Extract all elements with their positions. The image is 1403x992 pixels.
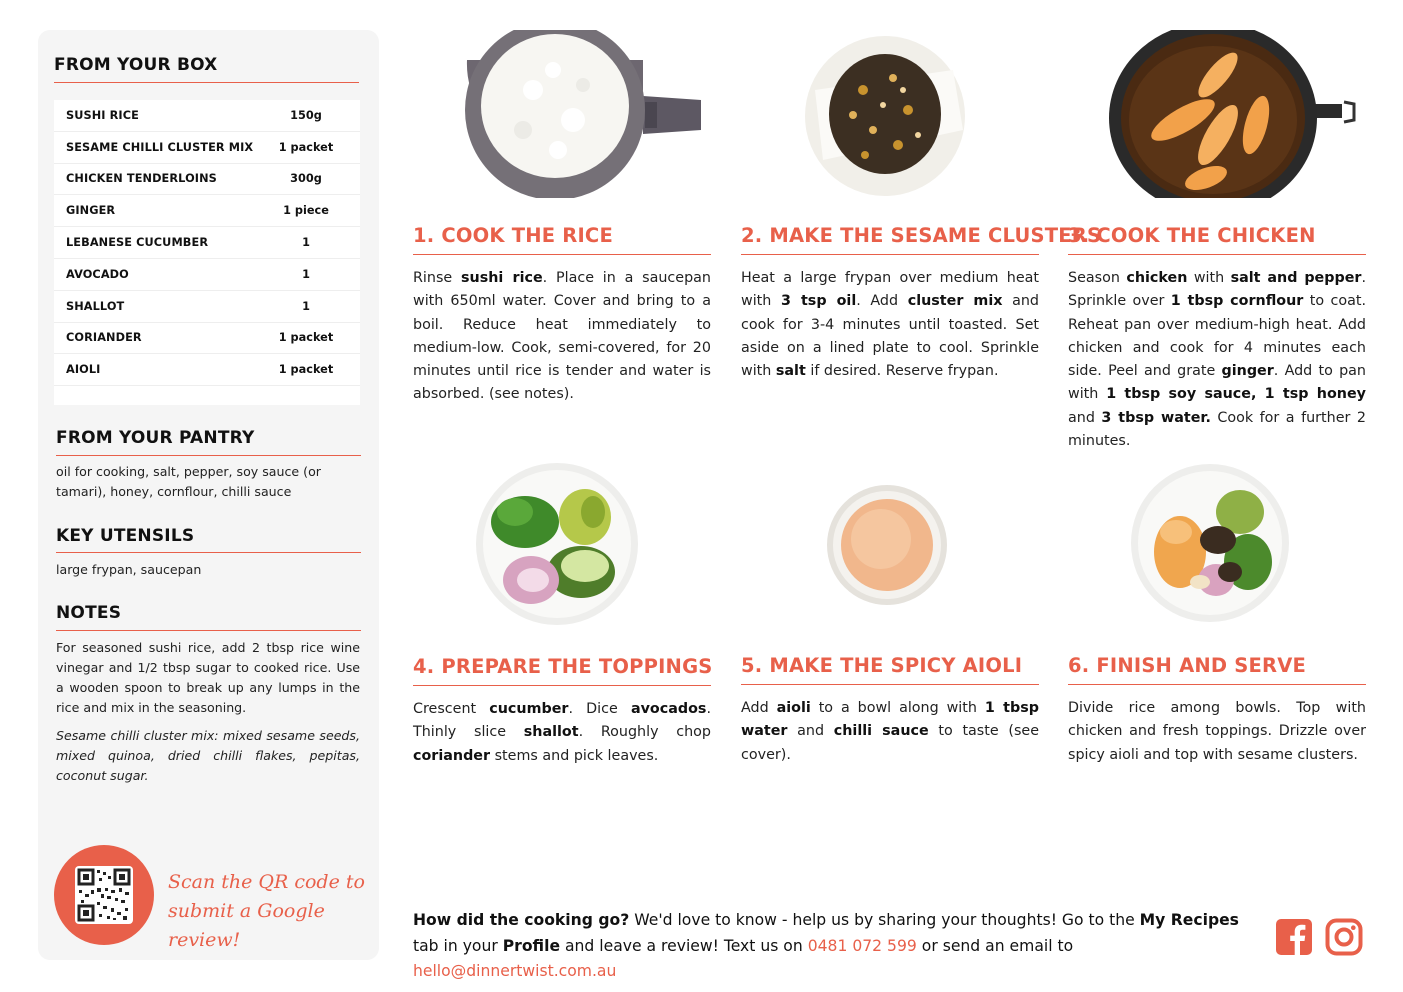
pantry-rule (56, 455, 361, 456)
ingredient-qty: 1 (302, 236, 310, 250)
step-2-rule (741, 254, 1039, 255)
step-5-text-0: Add (741, 700, 777, 716)
footer-text-4: Profile (502, 936, 561, 955)
step-2-text-2: . Add (856, 293, 908, 310)
step-5-text-1: aioli (776, 700, 811, 716)
ingredient-row (54, 132, 360, 164)
step-5-text-3: 1 tbsp water (741, 700, 1039, 740)
footer-text-1: We'd love to know - help us by sharing your thoughts! Go to the (629, 911, 1140, 929)
step-2-text-4: and cook for 3-4 minutes until toasted. Set aside on a lined plate to cool. Sprinkle with (741, 293, 1039, 380)
step-3-body (1068, 267, 1366, 453)
facebook-icon[interactable] (1275, 918, 1313, 956)
footer-text-5: and leave a review! Text us on (560, 936, 808, 955)
step-2-text-6: if desired. Reserve frypan. (805, 363, 999, 380)
pantry-heading: FROM YOUR PANTRY (56, 428, 255, 448)
step-1-title: 1. COOK THE RICE (413, 224, 613, 247)
step-4-text-0: Crescent (413, 701, 490, 717)
utensils-rule (56, 552, 361, 553)
ingredient-row (54, 164, 360, 196)
step-4-text-5: shallot (523, 724, 579, 741)
step-5-text-5: chilli sauce (833, 723, 929, 740)
rice-saucepan-image (463, 30, 703, 198)
sesame-clusters-image (803, 30, 967, 198)
step-2-text-3: cluster mix (907, 293, 1003, 310)
ingredient-row (54, 291, 360, 323)
notes-text: For seasoned sushi rice, add 2 tbsp rice wine vinegar and 1/2 tbsp sugar to cooked rice. Use a wooden spoon to break up any lumps in the rice and mix in the seasoning. (56, 640, 360, 715)
step-4-text-1: cucumber (489, 701, 569, 717)
step-3-text-1: chicken (1126, 270, 1188, 286)
ingredient-name: AIOLI (66, 363, 101, 377)
box-heading: FROM YOUR BOX (54, 55, 218, 75)
ingredient-name: SUSHI RICE (66, 108, 139, 122)
step-2-text-1: 3 tsp oil (780, 293, 857, 310)
step-2-title: 2. MAKE THE SESAME CLUSTERS (741, 224, 1102, 247)
step-3-rule (1068, 254, 1366, 255)
ingredient-qty: 150g (290, 108, 322, 122)
footer-text-6[interactable]: 0481 072 599 (807, 936, 917, 955)
step-1-rule (413, 254, 711, 255)
ingredient-qty: 1 (302, 267, 310, 281)
step-3-text-9: 1 tbsp soy sauce, 1 tsp honey (1106, 386, 1366, 403)
ingredient-qty: 1 packet (278, 331, 334, 345)
ingredient-row (54, 354, 360, 386)
ingredient-qty: 1 packet (278, 140, 334, 154)
pantry-text: oil for cooking, salt, pepper, soy sauce (or tamari), honey, cornflour, chilli sauce (56, 464, 321, 499)
ingredient-qty: 1 piece (283, 204, 329, 218)
step-4-rule (413, 685, 711, 686)
ingredient-qty: 1 (302, 299, 310, 313)
step-4-text-3: avocados (630, 701, 707, 717)
ingredient-name: SESAME CHILLI CLUSTER MIX (66, 140, 254, 154)
step-3-text-5: 1 tbsp cornflour (1170, 293, 1304, 310)
ingredient-row (54, 100, 360, 132)
step-5-title: 5. MAKE THE SPICY AIOLI (741, 654, 1023, 677)
notes-rule (56, 630, 361, 631)
step-3-text-2: with (1187, 270, 1231, 286)
step-1-text-1: sushi rice (461, 270, 543, 286)
footer-text-2: My Recipes (1139, 911, 1239, 929)
qr-caption-line-1: Scan the QR code to (168, 871, 365, 893)
qr-caption (168, 868, 368, 955)
step-3-text-3: salt and pepper (1230, 270, 1362, 286)
step-4-text-2: . Dice (568, 701, 631, 717)
step-5-text-2: to a bowl along with (810, 700, 985, 716)
step-2-text-0: Heat a large frypan over medium heat with (741, 270, 1039, 310)
qr-badge[interactable] (54, 845, 154, 945)
step-4-body (413, 698, 711, 768)
step-3-text-8: . Add to pan with (1068, 363, 1366, 403)
review-footer (413, 908, 1263, 985)
chicken-frypan-image (1108, 30, 1358, 198)
step-5-text-6: to taste (see cover). (741, 723, 1039, 763)
step-4-text-4: . Thinly slice (413, 701, 711, 741)
ingredient-name: GINGER (66, 204, 116, 218)
step-1-body (413, 267, 711, 407)
qr-caption-line-2: submit a Google review! (168, 900, 325, 951)
footer-text-7: or send an email to (916, 936, 1074, 955)
step-3-title: 3. COOK THE CHICKEN (1068, 224, 1316, 247)
step-3-text-12: Cook for a further 2 minutes. (1068, 409, 1366, 450)
sidebar (38, 30, 379, 960)
footer-text-0: How did the cooking go? (413, 911, 630, 929)
step-5-text-4: and (787, 723, 834, 740)
step-1-text-0: Rinse (413, 270, 462, 286)
toppings-plate-image (475, 462, 639, 626)
finished-bowl-image (1130, 462, 1290, 624)
step-3-text-0: Season (1068, 270, 1127, 286)
footer-text-8[interactable]: hello@dinnertwist.com.au (413, 962, 617, 980)
step-3-text-4: . Sprinkle over (1068, 270, 1367, 310)
step-6-text-0: Divide rice among bowls. Top with chicken and fresh toppings. Drizzle over spicy aioli and top with sesame clusters. (1068, 700, 1366, 763)
ingredient-row (54, 323, 360, 355)
step-3-text-6: to coat. Reheat pan over medium-high heat. Add chicken and cook for 4 minutes each side. Peel and grate (1068, 293, 1366, 380)
step-6-body (1068, 697, 1366, 767)
ingredient-row (54, 227, 360, 259)
ingredient-row (54, 195, 360, 227)
step-4-text-7: coriander (413, 747, 491, 764)
ingredient-name: LEBANESE CUCUMBER (66, 236, 209, 250)
ingredient-name: CORIANDER (66, 331, 142, 345)
step-5-rule (741, 684, 1039, 685)
qr-code-icon[interactable] (75, 866, 133, 924)
step-6-title: 6. FINISH AND SERVE (1068, 654, 1307, 677)
notes-heading: NOTES (56, 603, 122, 623)
step-3-text-11: 3 tbsp water. (1101, 409, 1211, 426)
ingredient-qty: 300g (290, 172, 322, 186)
step-3-text-10: and (1068, 409, 1102, 426)
ingredient-row (54, 259, 360, 291)
step-6-rule (1068, 684, 1366, 685)
ingredient-name: CHICKEN TENDERLOINS (66, 172, 217, 186)
aioli-bowl-image (826, 484, 948, 606)
step-4-text-8: stems and pick leaves. (490, 747, 659, 764)
utensils-text: large frypan, saucepan (56, 562, 202, 577)
step-2-text-5: salt (775, 363, 806, 380)
ingredient-name: SHALLOT (66, 299, 125, 313)
step-1-text-2: . Place in a saucepan with 650ml water. Cover and bring to a boil. Reduce heat immediately to medium-low. Cook, semi-covered, for 20 minutes until rice is tender and water is absorbed. (see notes). (413, 270, 711, 403)
ingredients-table (54, 100, 360, 405)
footer-text-3: tab in your (413, 936, 503, 955)
step-4-title: 4. PREPARE THE TOPPINGS (413, 655, 713, 678)
instagram-icon[interactable] (1325, 918, 1363, 956)
ingredient-qty: 1 packet (278, 363, 334, 377)
utensils-heading: KEY UTENSILS (56, 526, 195, 546)
ingredient-name: AVOCADO (66, 267, 129, 281)
step-2-body (741, 267, 1039, 383)
box-heading-rule (54, 82, 359, 83)
notes-italic-text: Sesame chilli cluster mix: mixed sesame seeds, mixed quinoa, dried chilli flakes, pepitas, coconut sugar. (56, 728, 360, 783)
step-3-text-7: ginger (1221, 363, 1274, 380)
step-5-body (741, 697, 1039, 767)
step-4-text-6: . Roughly chop (578, 724, 711, 741)
